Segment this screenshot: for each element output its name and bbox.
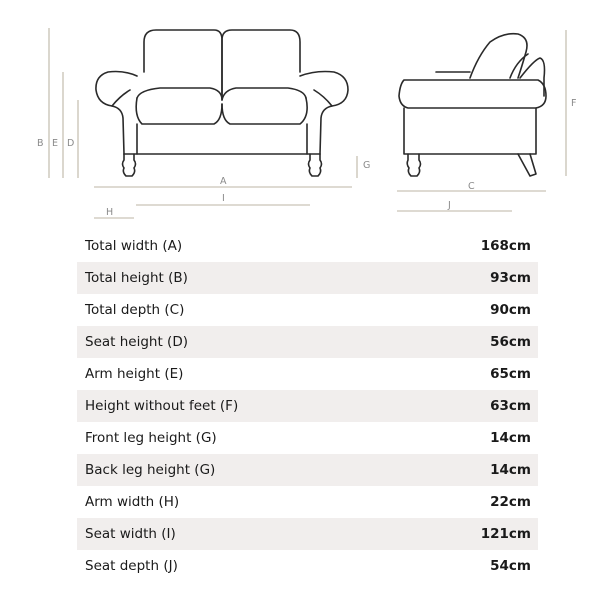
spec-label: Total depth (C) xyxy=(85,302,185,318)
spec-value: 168cm xyxy=(480,238,531,254)
label-i: I xyxy=(222,193,225,204)
spec-value: 14cm xyxy=(490,462,531,478)
spec-value: 63cm xyxy=(490,398,531,414)
spec-value: 65cm xyxy=(490,366,531,382)
label-g: G xyxy=(363,160,371,171)
spec-row-seat-depth xyxy=(77,550,538,582)
spec-row-seat-width xyxy=(77,518,538,550)
label-c: C xyxy=(468,181,475,192)
spec-label: Seat depth (J) xyxy=(85,558,178,574)
spec-label: Seat height (D) xyxy=(85,334,188,350)
spec-value: 56cm xyxy=(490,334,531,350)
spec-label: Seat width (I) xyxy=(85,526,176,542)
label-d: D xyxy=(67,138,75,149)
label-b: B xyxy=(37,138,44,149)
vertical-dimension-lines-left xyxy=(49,28,78,178)
spec-row-total-depth xyxy=(77,294,538,326)
spec-label: Total width (A) xyxy=(85,238,183,254)
spec-value: 90cm xyxy=(490,302,531,318)
label-f: F xyxy=(571,98,577,109)
spec-row-total-width xyxy=(77,230,538,262)
spec-label: Front leg height (G) xyxy=(85,430,217,446)
spec-row-total-height xyxy=(77,262,538,294)
spec-value: 22cm xyxy=(490,494,531,510)
label-a: A xyxy=(220,176,227,187)
dimensions-table xyxy=(77,230,538,582)
spec-value: 54cm xyxy=(490,558,531,574)
sofa-front-view xyxy=(96,30,348,176)
sofa-dimension-diagram xyxy=(0,0,615,230)
spec-row-arm-width xyxy=(77,486,538,518)
sofa-side-view xyxy=(399,34,546,176)
spec-value: 14cm xyxy=(490,430,531,446)
spec-row-height-without-feet xyxy=(77,390,538,422)
spec-row-arm-height xyxy=(77,358,538,390)
spec-label: Total height (B) xyxy=(85,270,188,286)
spec-value: 121cm xyxy=(480,526,531,542)
label-h: H xyxy=(106,207,114,218)
label-e: E xyxy=(52,138,59,149)
spec-row-front-leg-height xyxy=(77,422,538,454)
spec-label: Back leg height (G) xyxy=(85,462,216,478)
spec-label: Arm height (E) xyxy=(85,366,184,382)
spec-label: Height without feet (F) xyxy=(85,398,239,414)
spec-label: Arm width (H) xyxy=(85,494,180,510)
spec-row-back-leg-height xyxy=(77,454,538,486)
spec-row-seat-height xyxy=(77,326,538,358)
label-j: J xyxy=(448,200,451,211)
spec-value: 93cm xyxy=(490,270,531,286)
